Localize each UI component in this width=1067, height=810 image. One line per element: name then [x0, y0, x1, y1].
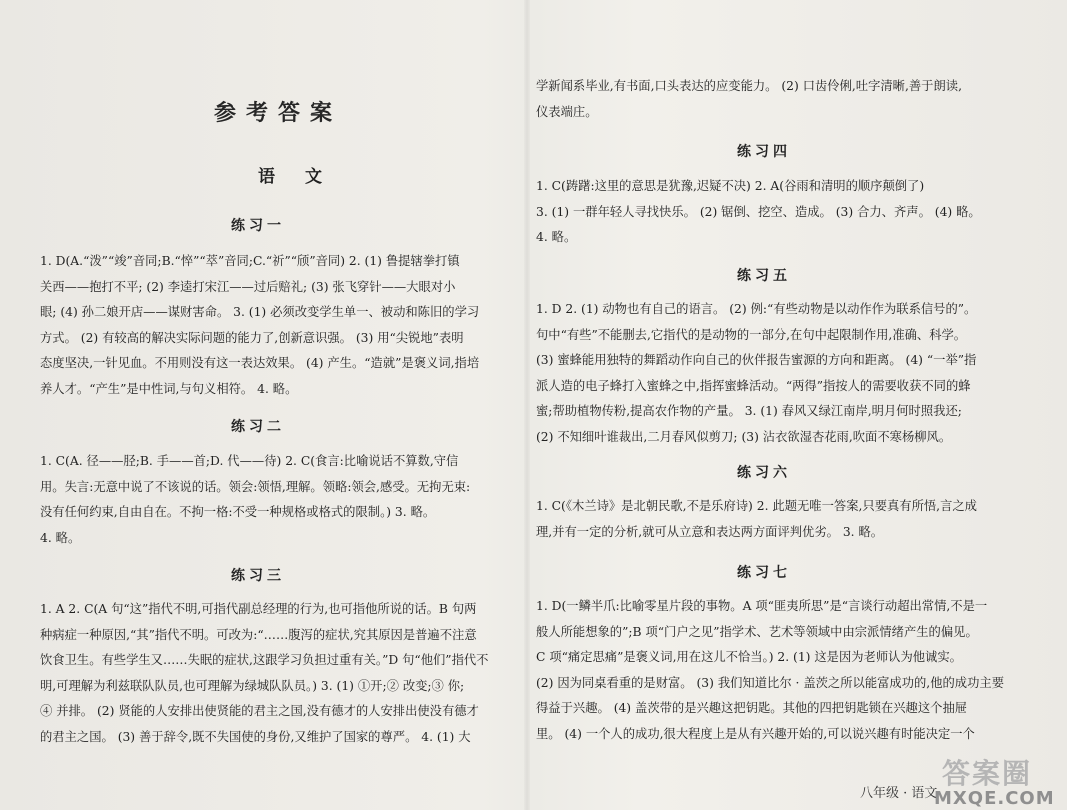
text-line: 派人造的电子蜂打入蜜蜂之中,指挥蜜蜂活动。“两得”指按人的需要收获不同的蜂: [536, 378, 971, 393]
section-heading-6: 练习六: [737, 465, 791, 481]
section-heading-1: 练习一: [231, 218, 285, 234]
site-watermark: [934, 752, 1062, 808]
text-line: 1. C(踌躇:这里的意思是犹豫,迟疑不决) 2. A(谷雨和清明的顺序颠倒了): [536, 179, 925, 193]
section-body-7: [536, 594, 1004, 747]
section-heading-7: 练习七: [737, 565, 791, 581]
text-line: (2) 因为同桌看重的是财富。 (3) 我们知道比尔 · 盖茨之所以能富成功的,他的成功主要: [536, 675, 1004, 690]
watermark-logo-text: 答案圈: [942, 757, 1033, 790]
section-heading-3: 练习三: [231, 568, 285, 584]
text-line: 1. C(A. 径——胫;B. 手——首;D. 代——待) 2. C(食言:比喻说话不算数,守信: [40, 454, 459, 468]
page-footer-label: 八年级 · 语文: [860, 786, 938, 801]
text-line: 蜜;帮助植物传粉,提高农作物的产量。 3. (1) 春风又绿江南岸,明月何时照我还;: [536, 404, 962, 418]
text-line: C 项“痛定思痛”是褒义词,用在这儿不恰当。) 2. (1) 这是因为老师认为他诚实。: [536, 650, 962, 664]
section-body-3: [40, 597, 488, 750]
section-body-5: [536, 297, 976, 450]
text-line: 般人所能想象的”;B 项“门户之见”指学术、艺术等领域中由宗派情绪产生的偏见。: [536, 624, 978, 639]
page-title: 参考答案: [214, 100, 343, 126]
section-body-4: [536, 174, 981, 251]
text-line: 明,可理解为利兹联队队员,也可理解为绿城队队员。) 3. (1) ①开;② 改变;③ 你;: [40, 678, 465, 693]
text-line: 态度坚决,一针见血。不用则没有这一表达效果。 (4) 产生。“造就”是褒义词,指培: [40, 356, 480, 370]
text-line: 1. D(A.“泼”“竣”音同;B.“悴”“萃”音同;C.“祈”“颀”音同) 2. (1) 鲁提辖拳打镇: [40, 254, 460, 268]
text-line: 3. (1) 一群年轻人寻找快乐。 (2) 锯倒、挖空、造成。 (3) 合力、齐声。 (4) 略。: [536, 204, 981, 219]
text-line: 关西——抱打不平; (2) 李逵打宋江——过后赔礼; (3) 张飞穿针——大眼对小: [40, 279, 456, 294]
text-line: 句中“有些”不能删去,它指代的是动物的一部分,在句中起限制作用,准确、科学。: [536, 327, 967, 342]
text-line: 得益于兴趣。 (4) 盖茨带的是兴趣这把钥匙。其他的四把钥匙锁在兴趣这个抽屉: [536, 701, 968, 715]
text-line: 种病症一种原因,“其”指代不明。可改为:“……腹泻的症状,究其原因是普遍不注意: [40, 627, 477, 642]
text-line: 4. 略。: [40, 530, 81, 545]
text-line: 用。失言:无意中说了不该说的话。领会:领悟,理解。领略:领会,感受。无拘无束:: [40, 479, 471, 494]
text-line: 1. C(《木兰诗》是北朝民歌,不是乐府诗) 2. 此题无唯一答案,只要真有所悟,言之成: [536, 499, 977, 513]
text-line: 1. A 2. C(A 句“这”指代不明,可指代副总经理的行为,也可指他所说的话。B 句两: [40, 602, 477, 616]
section-heading-4: 练习四: [737, 144, 791, 160]
section-heading-5: 练习五: [737, 268, 791, 284]
section-body-1: [40, 249, 479, 402]
text-line: 的君主之国。 (3) 善于辞令,既不失国使的身份,又维护了国家的尊严。 4. (1) 大: [40, 729, 471, 744]
continued-text: [536, 74, 962, 125]
text-line: (3) 蜜蜂能用独特的舞蹈动作向自己的伙伴报告蜜源的方向和距离。 (4) “一举”指: [536, 353, 977, 367]
subject-title: 语文: [258, 167, 352, 187]
section-body-2: [40, 449, 470, 551]
page-fold: [524, 0, 530, 810]
text-line: 仪表端庄。: [536, 104, 598, 119]
text-line: 理,并有一定的分析,就可从立意和表达两方面评判优劣。 3. 略。: [536, 524, 884, 539]
text-line: 里。 (4) 一个人的成功,很大程度上是从有兴趣开始的,可以说兴趣有时能决定一个: [536, 726, 975, 741]
text-line: 学新闻系毕业,有书面,口头表达的应变能力。 (2) 口齿伶俐,吐字清晰,善于朗读,: [536, 79, 962, 93]
text-line: 养人才。“产生”是中性词,与句义相符。 4. 略。: [40, 381, 298, 396]
text-line: 饮食卫生。有些学生又……失眠的症状,这跟学习负担过重有关。”D 句“他们”指代不: [40, 653, 489, 667]
text-line: 1. D(一鳞半爪:比喻零星片段的事物。A 项“匪夷所思”是“言谈行动超出常情,不是一: [536, 599, 988, 613]
watermark-domain: MXQE.COM: [934, 788, 1055, 809]
section-heading-2: 练习二: [231, 419, 285, 435]
text-line: 没有任何约束,自由自在。不拘一格:不受一种规格或格式的限制。) 3. 略。: [40, 505, 436, 519]
text-line: 眼; (4) 孙二娘开店——谋财害命。 3. (1) 必须改变学生单一、被动和陈旧的学习: [40, 305, 480, 319]
text-line: 方式。 (2) 有较高的解决实际问题的能力了,创新意识强。 (3) 用“尖锐地”表明: [40, 330, 464, 345]
section-body-6: [536, 494, 977, 545]
text-line: ④ 并排。 (2) 贤能的人安排出使贤能的君主之国,没有德才的人安排出使没有德才: [40, 704, 479, 718]
text-line: 1. D 2. (1) 动物也有自己的语言。 (2) 例:“有些动物是以动作作为联系信号的”。: [536, 302, 977, 316]
text-line: (2) 不知细叶谁裁出,二月春风似剪刀; (3) 沾衣欲湿杏花雨,吹面不寒杨柳风。: [536, 429, 952, 444]
text-line: 4. 略。: [536, 230, 577, 244]
